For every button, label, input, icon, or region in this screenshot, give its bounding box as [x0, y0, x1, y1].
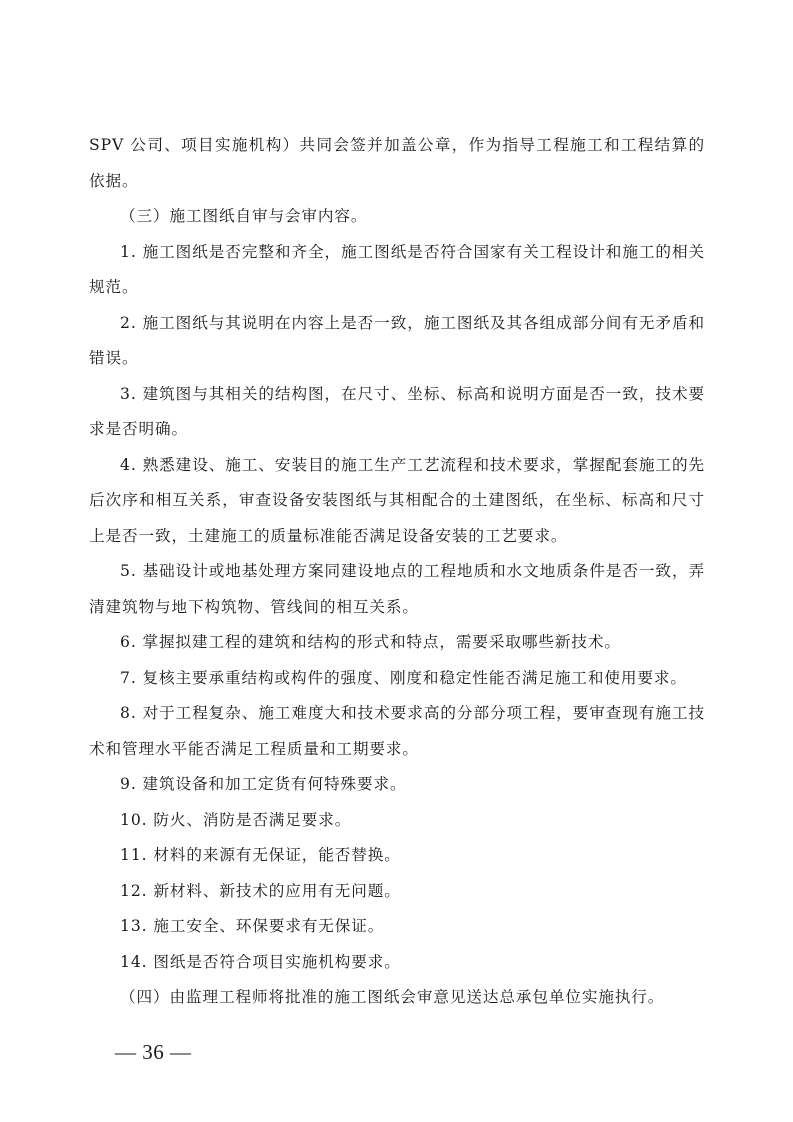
list-item: 3. 建筑图与其相关的结构图，在尺寸、坐标、标高和说明方面是否一致，技术要求是否明确。: [89, 384, 705, 438]
list-item: 10. 防火、消防是否满足要求。: [120, 810, 352, 829]
list-item: 1. 施工图纸是否完整和齐全，施工图纸是否符合国家有关工程设计和施工的相关规范。: [89, 242, 705, 296]
list-item: 13. 施工安全、环保要求有无保证。: [120, 917, 385, 935]
page-number: — 36 —: [115, 1040, 192, 1064]
list-item: 5. 基础设计或地基处理方案同建设地点的工程地质和水文地质条件是否一致，弄清建筑物与地下构筑物、管线间的相互关系。: [89, 562, 705, 616]
list-item: 14. 图纸是否符合项目实施机构要求。: [120, 952, 401, 971]
document-body: [89, 128, 705, 1016]
section-heading-3: （三）施工图纸自审与会审内容。: [120, 207, 368, 225]
section-heading-4: （四）由监理工程师将批准的施工图纸会审意见送达总承包单位实施执行。: [120, 988, 665, 1006]
list-item: 9. 建筑设备和加工定货有何特殊要求。: [120, 775, 407, 793]
list-item: 6. 掌握拟建工程的建筑和结构的形式和特点，需要采取哪些新技术。: [120, 633, 621, 651]
list-item: 2. 施工图纸与其说明在内容上是否一致，施工图纸及其各组成部分间有无矛盾和错误。: [89, 313, 705, 367]
list-item: 11. 材料的来源有无保证，能否替换。: [120, 846, 401, 864]
list-item: 4. 熟悉建设、施工、安装目的施工生产工艺流程和技术要求，掌握配套施工的先后次序和相互关系，审查设备安装图纸与其相配合的土建图纸，在坐标、标高和尺寸上是否一致，土建施工的质量标准能否满足设备安装的工艺要求。: [89, 455, 705, 545]
list-item: 7. 复核主要承重结构或构件的强度、刚度和稳定性能否满足施工和使用要求。: [120, 668, 687, 687]
list-item: 8. 对于工程复杂、施工难度大和技术要求高的分部分项工程，要审查现有施工技术和管理水平能否满足工程质量和工期要求。: [89, 704, 705, 758]
paragraph: SPV 公司、项目实施机构）共同会签并加盖公章，作为指导工程施工和工程结算的依据。: [89, 136, 705, 190]
list-item: 12. 新材料、新技术的应用有无问题。: [120, 881, 401, 900]
